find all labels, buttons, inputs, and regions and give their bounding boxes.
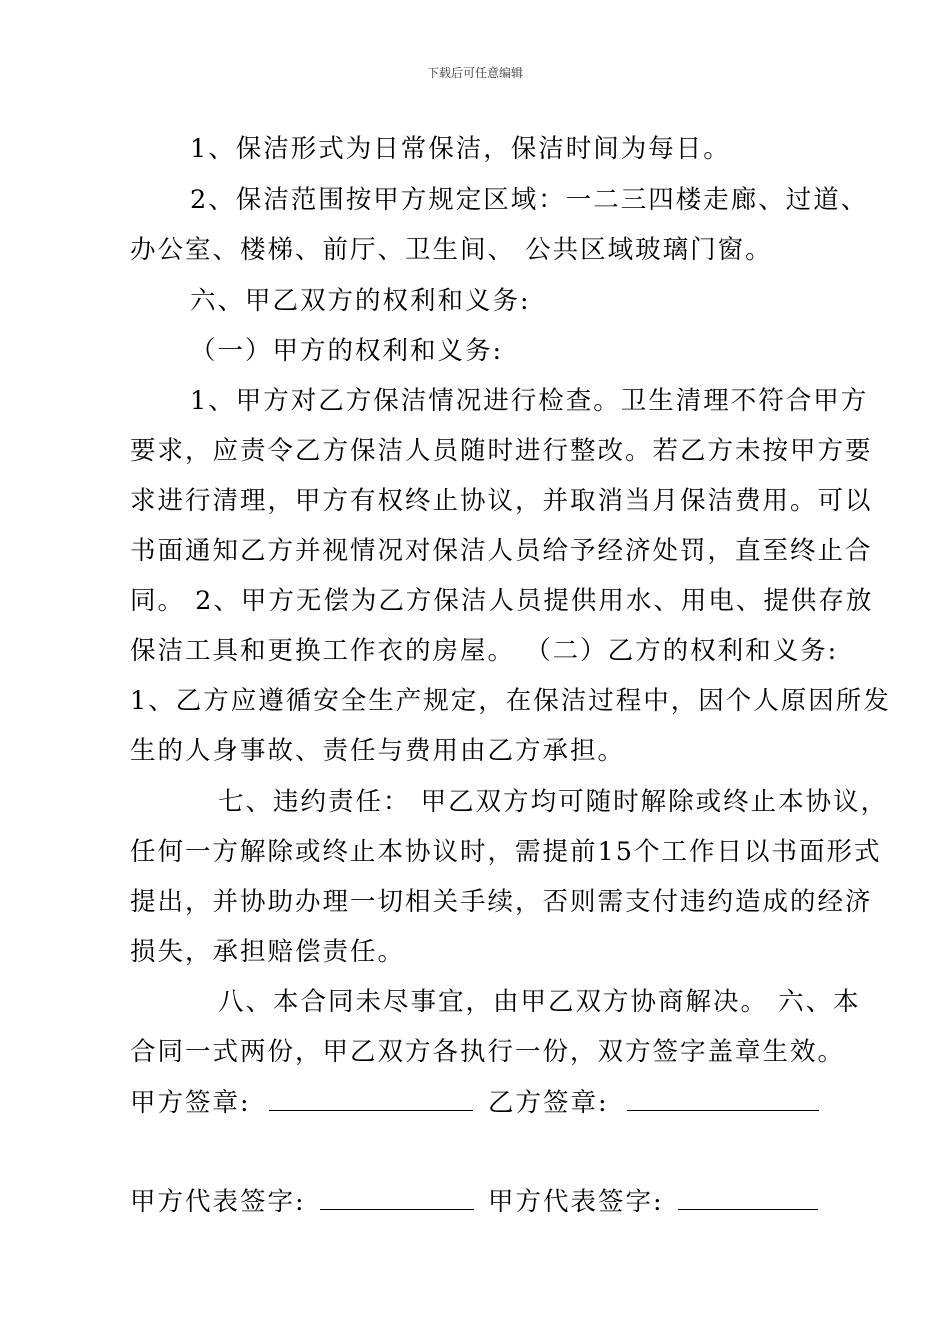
paragraph-line: 保洁工具和更换工作衣的房屋。 （二）乙方的权利和义务: bbox=[130, 636, 839, 666]
paragraph-line: 求进行清理，甲方有权终止协议，并取消当月保洁费用。可以 bbox=[130, 486, 873, 516]
paragraph-line: 任何一方解除或终止本协议时，需提前15个工作日以书面形式 bbox=[130, 837, 882, 867]
party-a-rep-blank[interactable] bbox=[320, 1183, 474, 1210]
party-a-rep-label-2: 甲方代表签字: bbox=[488, 1187, 664, 1217]
party-a-seal-blank[interactable] bbox=[269, 1084, 473, 1111]
party-a-rep-label: 甲方代表签字: bbox=[130, 1187, 306, 1217]
party-a-rep-blank-2[interactable] bbox=[678, 1183, 818, 1210]
party-a-rep-row bbox=[130, 1183, 474, 1220]
party-b-seal-blank[interactable] bbox=[627, 1084, 819, 1111]
section-breach-liability: 七、违约责任： 甲乙双方均可随时解除或终止本协议， bbox=[218, 787, 889, 817]
paragraph-line: 要求，应责令乙方保洁人员随时进行整改。若乙方未按甲方要 bbox=[130, 436, 873, 466]
clause-cleaning-scope: 2、保洁范围按甲方规定区域：一二三四楼走廊、过道、 bbox=[190, 185, 869, 215]
paragraph-line: 合同一式两份，甲乙双方各执行一份，双方签字盖章生效。 bbox=[130, 1037, 846, 1067]
party-b-seal-label: 乙方签章: bbox=[488, 1088, 609, 1118]
clause-cleaning-form: 1、保洁形式为日常保洁，保洁时间为每日。 bbox=[190, 134, 731, 164]
party-b-seal-row bbox=[488, 1084, 819, 1121]
subsection-party-a: （一）甲方的权利和义务: bbox=[190, 336, 504, 366]
paragraph-line: 提出，并协助办理一切相关手续，否则需支付违约造成的经济 bbox=[130, 887, 873, 917]
paragraph-line: 同。 2、甲方无偿为乙方保洁人员提供用水、用电、提供存放 bbox=[130, 586, 874, 616]
party-a-seal-row bbox=[130, 1084, 473, 1121]
paragraph-line: 1、甲方对乙方保洁情况进行检查。卫生清理不符合甲方 bbox=[190, 386, 869, 416]
paragraph-line: 损失，承担赔偿责任。 bbox=[130, 937, 406, 967]
clause-cleaning-scope-cont: 办公室、楼梯、前厅、卫生间、 公共区域玻璃门窗。 bbox=[130, 235, 773, 265]
party-a-seal-label: 甲方签章: bbox=[130, 1088, 251, 1118]
section-misc: 八、本合同未尽事宜，由甲乙双方协商解决。 六、本 bbox=[218, 987, 861, 1017]
party-a-rep-row-2 bbox=[488, 1183, 818, 1220]
paragraph-line: 生的人身事故、责任与费用由乙方承担。 bbox=[130, 736, 626, 766]
header-note: 下载后可任意编辑 bbox=[426, 66, 523, 80]
section-rights-obligations: 六、甲乙双方的权利和义务: bbox=[190, 286, 531, 316]
paragraph-line: 书面通知乙方并视情况对保洁人员给予经济处罚，直至终止合 bbox=[130, 536, 873, 566]
paragraph-line: 1、乙方应遵循安全生产规定，在保洁过程中，因个人原因所发 bbox=[130, 686, 891, 716]
